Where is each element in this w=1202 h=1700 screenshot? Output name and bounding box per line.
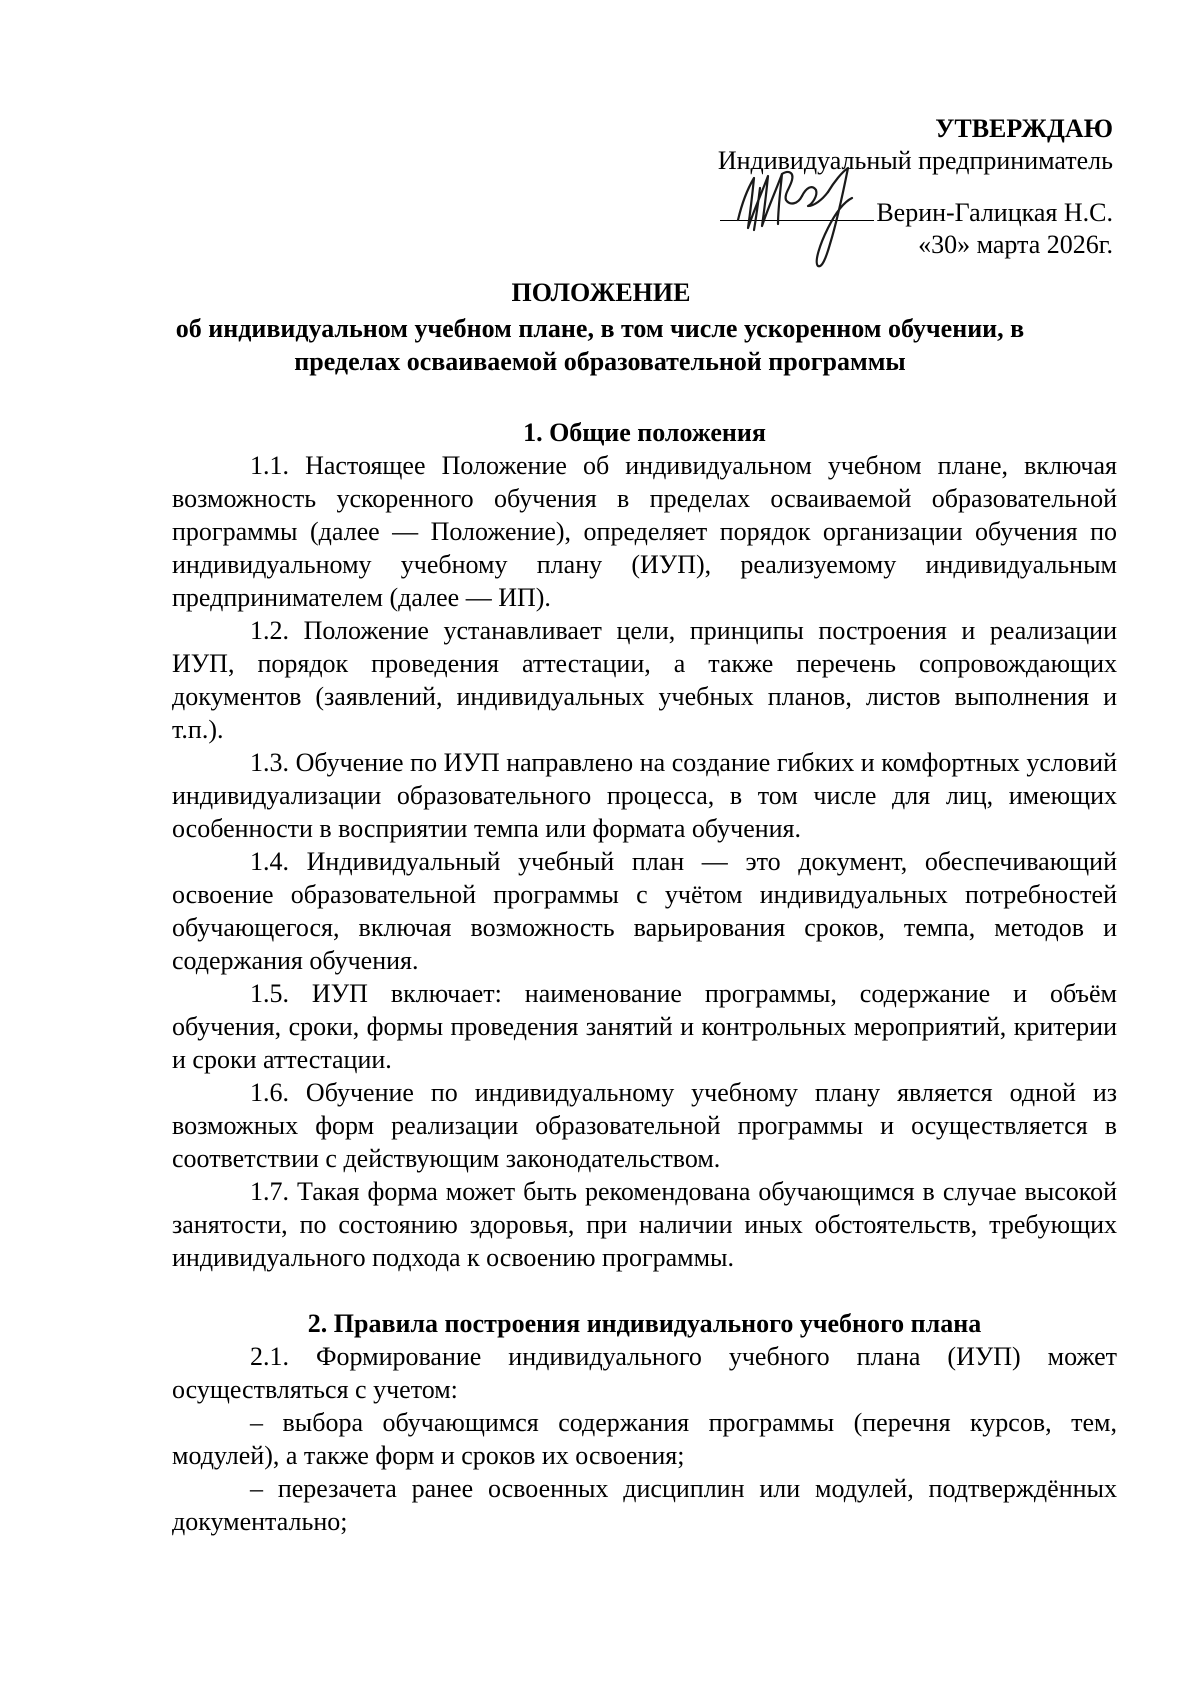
paragraph: 1.6. Обучение по индивидуальному учебному плану является одной из возможных форм реализации образовательной программы и осуществляется в соответствии с действующим законодательством.	[172, 1078, 1117, 1173]
paragraph: 1.7. Такая форма может быть рекомендована обучающимся в случае высокой занятости, по состоянию здоровья, при наличии иных обстоятельств, требующих индивидуального подхода к освоению программы.	[172, 1177, 1117, 1272]
paragraph: 1.1. Настоящее Положение об индивидуальном учебном плане, включая возможность ускоренного обучения в пределах осваиваемой образовательной программы (далее — Положение), определяет порядок организации обучения по индивидуальному учебному плану (ИУП), реализуемому индивидуальным предпринимателем (далее — ИП).	[172, 451, 1117, 612]
approval-title: УТВЕРЖДАЮ	[935, 114, 1113, 143]
list-item: – перезачета ранее освоенных дисциплин или модулей, подтверждённых документально;	[172, 1474, 1117, 1536]
document-subtitle: об индивидуальном учебном плане, в том числе ускоренном обучении, в пределах осваиваемой образовательной программы	[175, 314, 1025, 376]
paragraph: 1.5. ИУП включает: наименование программы, содержание и объём обучения, сроки, формы проведения занятий и контрольных мероприятий, критерии и сроки аттестации.	[172, 979, 1117, 1074]
list-item: – выбора обучающимся содержания программы (перечня курсов, тем, модулей), а также форм и сроков их освоения;	[172, 1408, 1117, 1470]
document-body	[172, 416, 1117, 1538]
paragraph: 1.4. Индивидуальный учебный план — это документ, обеспечивающий освоение образовательной программы с учётом индивидуальных потребностей обучающегося, включая возможность варьирования сроков, темпа, методов и содержания обучения.	[172, 847, 1117, 975]
section-heading: 1. Общие положения	[523, 418, 766, 447]
approval-date: «30» марта 2026г.	[918, 230, 1113, 259]
paragraph: 1.3. Обучение по ИУП направлено на создание гибких и комфортных условий индивидуализации образовательного процесса, в том числе для лиц, имеющих особенности в восприятии темпа или формата обучения.	[172, 748, 1117, 843]
approver-name: Верин-Галицкая Н.С.	[876, 198, 1113, 227]
paragraph: 1.2. Положение устанавливает цели, принципы построения и реализации ИУП, порядок проведения аттестации, а также перечень сопровождающих документов (заявлений, индивидуальных учебных планов, листов выполнения и т.п.).	[172, 616, 1117, 744]
handwritten-signature	[732, 148, 892, 288]
approval-position: Индивидуальный предприниматель	[717, 146, 1113, 175]
section-heading: 2. Правила построения индивидуального учебного плана	[307, 1309, 982, 1338]
paragraph: 2.1. Формирование индивидуального учебного плана (ИУП) может осуществляться с учетом:	[172, 1342, 1117, 1404]
document-title: ПОЛОЖЕНИЕ	[511, 278, 691, 307]
